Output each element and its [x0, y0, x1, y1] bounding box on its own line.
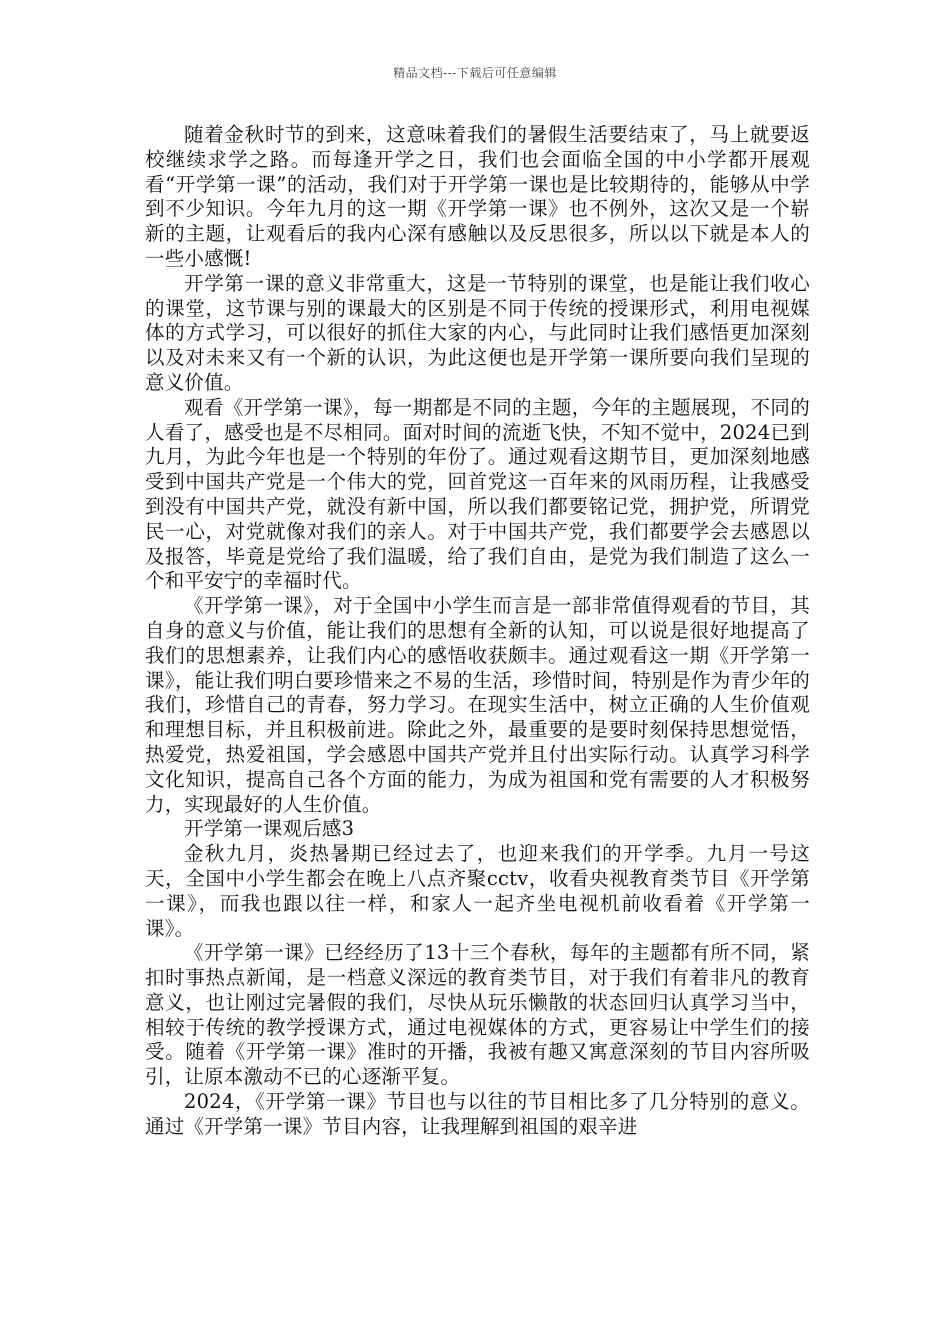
paragraph-4: 《开学第一课》，对于全国中小学生而言是一部非常值得观看的节目，其自身的意义与价值，能让我们的思想有全新的认知，可以说是很好地提高了我们的思想素养，让我们内心的感悟收获颇丰。通过观看这一期《开学第一课》，能让我们明白要珍惜来之不易的生活，珍惜时间，特别是作为青少年的我们，珍惜自己的青春，努力学习。在现实生活中，树立正确的人生价值观和理想目标，并且积极前进。除此之外，最重要的是要时刻保持思想觉悟，热爱党，热爱祖国，学会感恩中国共产党并且付出实际行动。认真学习科学文化知识，提高自己各个方面的能力，为成为祖国和党有需要的人才积极努力，实现最好的人生价值。 — [145, 594, 810, 816]
section-heading: 开学第一课观后感3 — [184, 817, 355, 841]
paragraph-6: 《开学第一课》已经经历了13十三个春秋，每年的主题都有所不同，紧扣时事热点新闻，是一档意义深远的教育类节目，对于我们有着非凡的教育意义，也让刚过完暑假的我们，尽快从玩乐懒散的状态回归认真学习当中，相较于传统的教学授课方式，通过电视媒体的方式，更容易让中学生们的接受。随着《开学第一课》准时的开播，我被有趣又寓意深刻的节目内容所吸引，让原本激动不已的心逐渐平复。 — [145, 941, 810, 1089]
paragraph-1: 随着金秋时节的到来，这意味着我们的暑假生活要结束了，马上就要返校继续求学之路。而每逢开学之日，我们也会面临全国的中小学都开展观看“开学第一课”的活动，我们对于开学第一课也是比较期待的，能够从中学到不少知识。今年九月的这一期《开学第一课》也不例外，这次又是一个崭新的主题，让观看后的我内心深有感触以及反思很多，所以以下就是本人的一些小感慨! — [145, 123, 810, 270]
paragraph-5: 金秋九月，炎热暑期已经过去了，也迎来我们的开学季。九月一号这天，全国中小学生都会在晚上八点齐聚cctv，收看央视教育类节目《开学第一课》，而我也跟以往一样，和家人一起齐坐电视机前收看着《开学第一课》。 — [145, 842, 810, 940]
document-body — [145, 123, 810, 1140]
paragraph-3: 观看《开学第一课》，每一期都是不同的主题，今年的主题展现，不同的人看了，感受也是不尽相同。面对时间的流逝飞快，不知不觉中，2024已到九月，为此今年也是一个特别的年份了。通过观看这期节目，更加深刻地感受到中国共产党是一个伟大的党，回首党这一百年来的风雨历程，让我感受到没有中国共产党，就没有新中国，所以我们都要铭记党，拥护党，所谓党民一心，对党就像对我们的亲人。对于中国共产党，我们都要学会去感恩以及报答，毕竟是党给了我们温暖，给了我们自由，是党为我们制造了这么一个和平安宁的幸福时代。 — [145, 395, 810, 593]
paragraph-7: 2024，《开学第一课》节目也与以往的节目相比多了几分特别的意义。通过《开学第一课》节目内容，让我理解到祖国的艰辛进 — [145, 1090, 810, 1138]
paragraph-2: 开学第一课的意义非常重大，这是一节特别的课堂，也是能让我们收心的课堂，这节课与别的课最大的区别是不同于传统的授课形式，利用电视媒体的方式学习，可以很好的抓住大家的内心，与此同时让我们感悟更加深刻以及对未来又有一个新的认识，为此这便也是开学第一课所要向我们呈现的意义价值。 — [145, 271, 810, 394]
page-header: 精品文档---下载后可任意编辑 — [393, 66, 557, 80]
